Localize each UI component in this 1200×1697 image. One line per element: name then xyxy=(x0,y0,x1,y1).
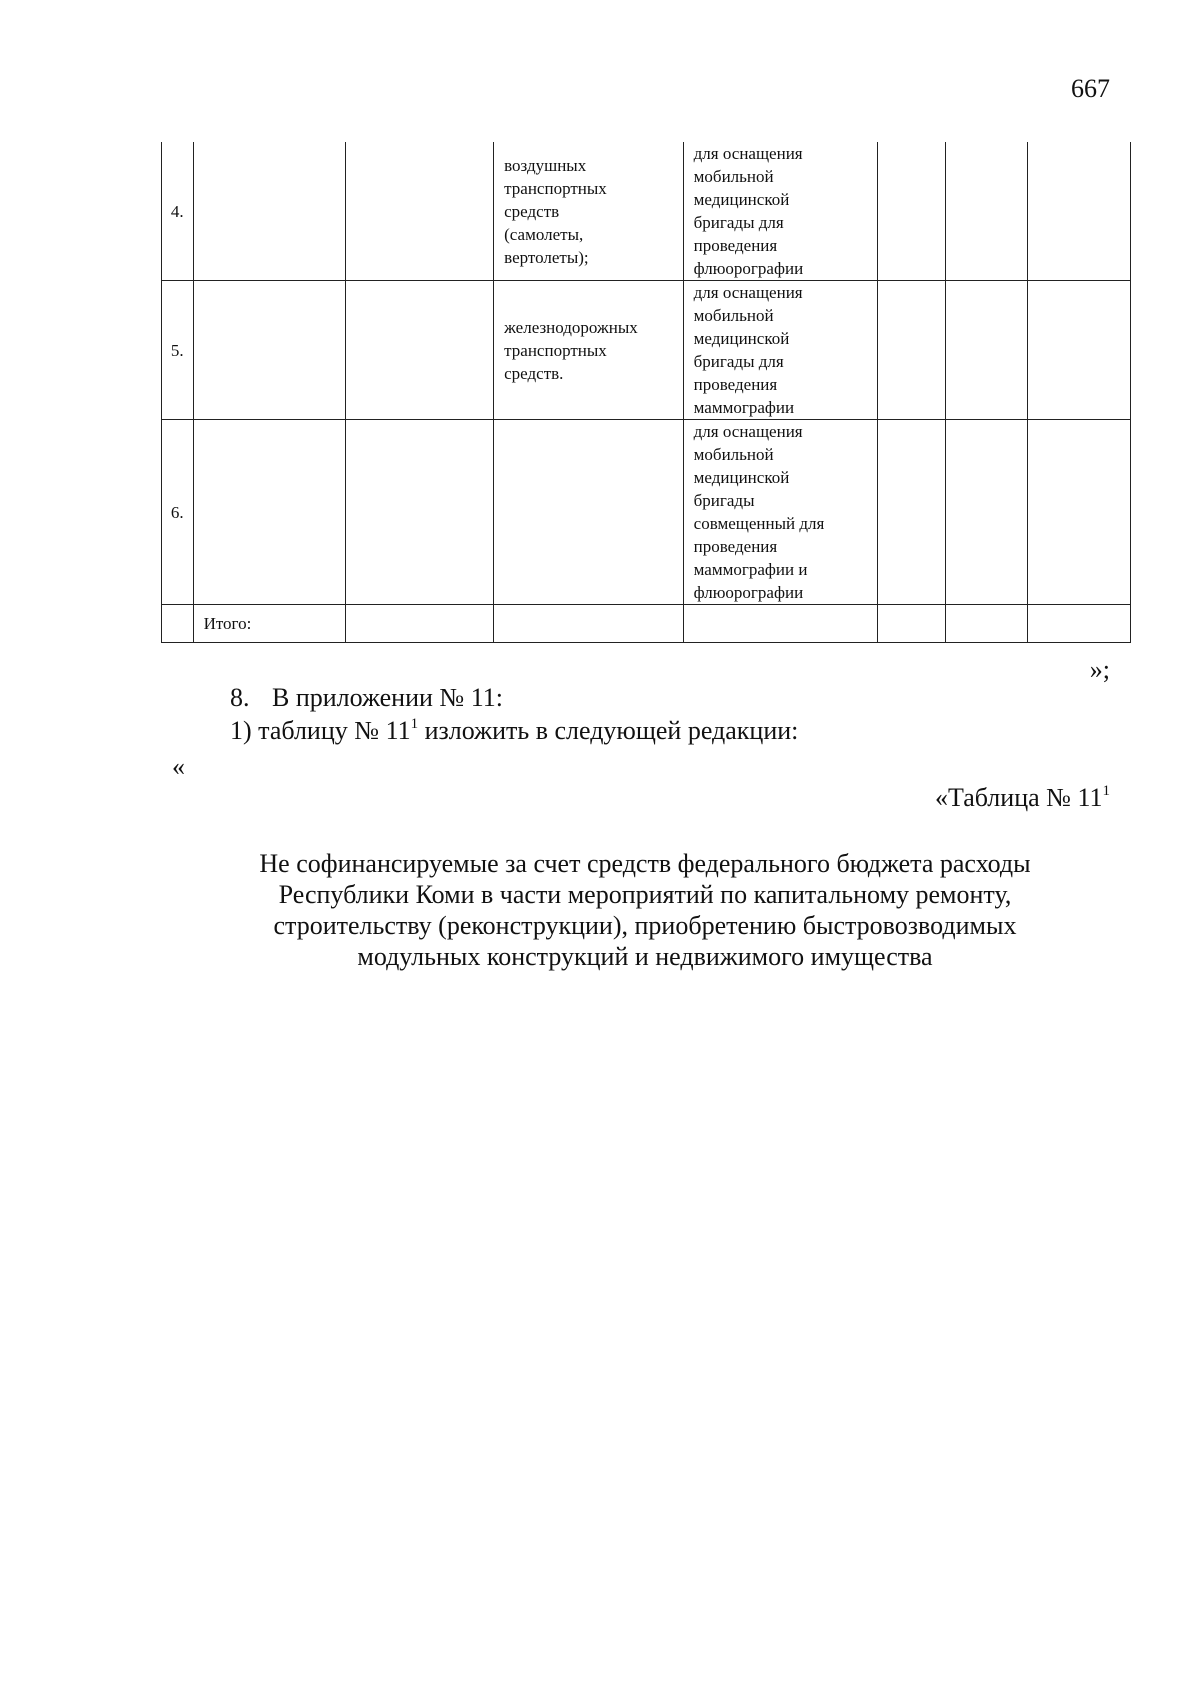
transport-type-cell xyxy=(494,142,684,281)
purpose-text: для оснащения мобильной медицинской бригады для проведения флюорографии xyxy=(693,144,804,278)
table-heading xyxy=(150,848,1140,972)
purpose-cell xyxy=(683,420,878,605)
table-cell xyxy=(346,142,494,281)
purpose-cell xyxy=(683,281,878,420)
transport-type-text: железнодорожных транспортных средств. xyxy=(504,317,638,383)
table-cell xyxy=(193,420,346,605)
table-cell xyxy=(1028,605,1131,643)
table-cell xyxy=(193,142,346,281)
table-cell xyxy=(683,605,878,643)
purpose-text: для оснащения мобильной медицинской бригады для проведения маммографии xyxy=(693,283,803,417)
superscript: 1 xyxy=(410,716,419,732)
closing-quote: »; xyxy=(1089,655,1110,684)
table-cell xyxy=(162,605,194,643)
table-cell xyxy=(945,420,1028,605)
heading-line: модульных конструкций и недвижимого имущества xyxy=(357,942,933,971)
table-cell xyxy=(494,605,684,643)
row-number: 6. xyxy=(162,420,194,605)
table-row xyxy=(162,420,1131,605)
total-row xyxy=(162,605,1131,643)
table-cell xyxy=(945,281,1028,420)
heading-line: Республики Коми в части мероприятий по капитальному ремонту, xyxy=(278,880,1012,909)
row-number: 5. xyxy=(162,281,194,420)
sub-item-text: 1) таблицу № 11 xyxy=(230,716,411,745)
total-label: Итого: xyxy=(193,605,346,643)
table-label xyxy=(935,783,1110,813)
purpose-cell xyxy=(683,142,878,281)
purpose-text: для оснащения мобильной медицинской бригады совмещенный для проведения маммографии и флюорографии xyxy=(693,422,825,602)
table-cell xyxy=(346,605,494,643)
amendment-item-8 xyxy=(230,683,503,713)
page-number: 667 xyxy=(1071,74,1110,103)
transport-type-cell xyxy=(494,281,684,420)
table-cell xyxy=(193,281,346,420)
row-number: 4. xyxy=(162,142,194,281)
transport-type-text: воздушных транспортных средств (самолеты, вертолеты); xyxy=(504,155,607,267)
vehicle-equipment-table xyxy=(161,142,1131,643)
superscript: 1 xyxy=(1102,783,1110,799)
table-cell xyxy=(945,142,1028,281)
table-cell xyxy=(1028,142,1131,281)
table-cell xyxy=(878,605,945,643)
table-cell xyxy=(878,420,945,605)
item-text: В приложении № 11: xyxy=(272,683,503,712)
table-cell xyxy=(878,142,945,281)
transport-type-cell xyxy=(494,420,684,605)
heading-line: строительству (реконструкции), приобретению быстровозводимых xyxy=(273,911,1017,940)
table-row xyxy=(162,281,1131,420)
table-cell xyxy=(1028,281,1131,420)
table-cell xyxy=(1028,420,1131,605)
sub-item-1 xyxy=(230,716,798,746)
table-cell xyxy=(346,420,494,605)
table-label-text: «Таблица № 11 xyxy=(934,783,1103,812)
heading-line: Не софинансируемые за счет средств федерального бюджета расходы xyxy=(259,849,1031,878)
table-cell xyxy=(878,281,945,420)
table-cell xyxy=(346,281,494,420)
table-row xyxy=(162,142,1131,281)
sub-item-text-after: изложить в следующей редакции: xyxy=(418,716,799,745)
table-cell xyxy=(945,605,1028,643)
item-number: 8. xyxy=(230,683,250,712)
opening-quote: « xyxy=(172,752,185,781)
